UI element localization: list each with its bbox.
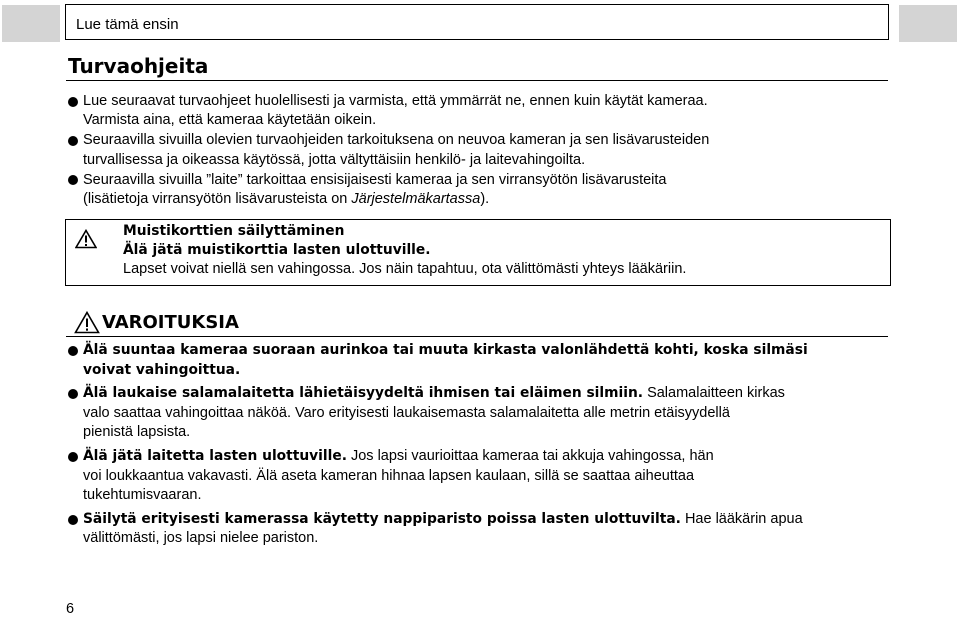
page-number: 6 [66, 601, 75, 617]
bullet-icon [68, 346, 78, 356]
bullet-icon [68, 136, 78, 146]
intro-item-line: Seuraavilla sivuilla olevien turvaohjeiden tarkoituksena on neuvoa kameran ja sen lisävarusteiden [83, 132, 710, 149]
warning-item [68, 510, 888, 549]
warning-item [68, 447, 888, 506]
warning-item-bold: Älä laukaise salamalaitetta lähietäisyydeltä ihmisen tai eläimen silmiin. [83, 385, 644, 402]
intro-item-line: Varmista aina, että kameraa käytetään oikein. [83, 112, 377, 129]
warning-item-text: valo saattaa vahingoittaa näköä. Varo erityisesti laukaisemasta salamalaitetta alle metrin etäisyydellä [83, 404, 730, 421]
intro-item-line: Seuraavilla sivuilla ”laite” tarkoittaa ensisijaisesti kameraa ja sen virransyötön lisävarusteita [83, 171, 667, 188]
warning-item [68, 384, 888, 443]
section-header-text: Lue tämä ensin [76, 16, 179, 33]
section-header [65, 4, 889, 40]
corner-tab-right [899, 5, 957, 42]
warning-item-bold: Älä suuntaa kameraa suoraan aurinkoa tai muuta kirkasta valonlähdettä kohti, koska silmäsi [83, 342, 808, 358]
warning-item-bold: Säilytä erityisesti kamerassa käytetty nappiparisto poissa lasten ulottuvilta. [83, 510, 681, 527]
warning-item-text: välittömästi, jos lapsi nielee pariston. [83, 530, 319, 547]
caution-body: Lapset voivat niellä sen vahingossa. Jos näin tapahtuu, ota välittömästi yhteys lääkäriin. [123, 261, 687, 278]
system-map-reference: Järjestelmäkartassa [351, 191, 481, 208]
warnings-list [68, 341, 888, 553]
corner-tab-left [2, 5, 60, 42]
bullet-icon [68, 452, 78, 462]
intro-item [68, 92, 888, 131]
warning-item-text: pienistä lapsista. [83, 424, 191, 441]
intro-item [68, 131, 888, 170]
intro-item-line: (lisätietoja virransyötön lisävarusteista on [83, 191, 352, 208]
warning-item-text: Salamalaitteen kirkas [643, 385, 785, 402]
intro-item-line: turvallisessa ja oikeassa käytössä, jotta vältyttäisiin henkilö- ja laitevahingoilta. [83, 151, 586, 168]
warnings-rule [66, 336, 888, 337]
bullet-icon [68, 175, 78, 185]
intro-list [68, 92, 888, 210]
intro-item-line: Lue seuraavat turvaohjeet huolellisesti ja varmista, että ymmärrät ne, ennen kuin käytät kameraa. [83, 93, 708, 109]
warning-triangle-icon [75, 229, 97, 249]
warning-item-bold: Älä jätä laitetta lasten ulottuville. [83, 447, 347, 464]
warning-item-text: voi loukkaantua vakavasti. Älä aseta kameran hihnaa lapsen kaulaan, sillä se saattaa aiheuttaa [83, 467, 695, 484]
warnings-heading-text: VAROITUKSIA [102, 312, 239, 333]
title-rule [66, 80, 888, 81]
warning-triangle-icon [74, 311, 100, 334]
page-title: Turvaohjeita [68, 54, 209, 78]
bullet-icon [68, 97, 78, 107]
caution-box [65, 219, 891, 286]
bullet-icon [68, 389, 78, 399]
warning-item-text: Hae lääkärin apua [680, 510, 803, 527]
warning-item-text: tukehtumisvaaran. [83, 487, 202, 504]
warning-item [68, 341, 888, 380]
warning-item-bold: voivat vahingoittua. [83, 361, 241, 378]
caution-heading: Muistikorttien säilyttäminen [123, 223, 345, 239]
bullet-icon [68, 515, 78, 525]
caution-content [123, 222, 686, 280]
intro-item [68, 171, 888, 210]
caution-warning: Älä jätä muistikorttia lasten ulottuville. [123, 242, 431, 259]
warning-item-text: Jos lapsi vaurioittaa kameraa tai akkuja vahingossa, hän [346, 447, 714, 464]
intro-item-line-end: ). [480, 191, 490, 208]
